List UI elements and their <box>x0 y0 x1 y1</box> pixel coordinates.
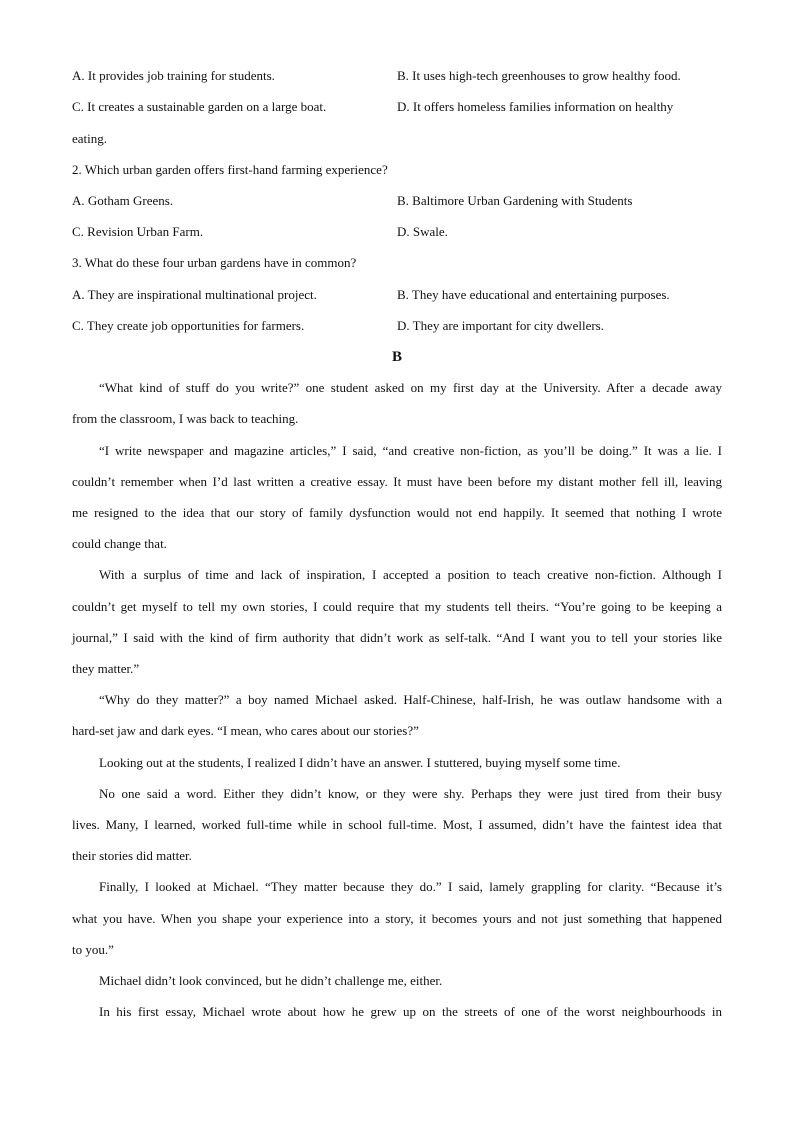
passage-line: hard-set jaw and dark eyes. “I mean, who cares about our stories?” <box>72 723 419 738</box>
q3-option-c: C. They create job opportunities for farmers. <box>72 318 305 333</box>
section-heading: B <box>391 349 402 365</box>
passage-line: from the classroom, I was back to teaching. <box>72 411 299 426</box>
q2-option-d: D. Swale. <box>397 224 448 239</box>
passage-line: couldn’t get myself to tell my own stories, I could require that my students tell theirs. “You’re going to be keeping a <box>72 599 722 614</box>
passage-line: No one said a word. Either they didn’t know, or they were shy. Perhaps they were just tired from their busy <box>99 786 722 801</box>
passage-line: couldn’t remember when I’d last written a creative essay. It must have been before my distant mother fell ill, leaving <box>72 474 722 489</box>
q2-option-b: B. Baltimore Urban Gardening with Students <box>397 193 633 208</box>
q1-option-d-continued: eating. <box>72 131 108 146</box>
q1-option-a: A. It provides job training for students. <box>72 68 275 83</box>
passage-line: “What kind of stuff do you write?” one student asked on my first day at the University. After a decade away <box>99 380 722 395</box>
passage-line: could change that. <box>72 536 167 551</box>
passage-line: “Why do they matter?” a boy named Michael asked. Half-Chinese, half-Irish, he was outlaw handsome with a <box>99 692 722 707</box>
passage-line: With a surplus of time and lack of inspiration, I accepted a position to teach creative non-fiction. Although I <box>99 567 722 582</box>
q2-option-a: A. Gotham Greens. <box>72 193 174 208</box>
q3-question: 3. What do these four urban gardens have in common? <box>72 255 357 270</box>
q2-question: 2. Which urban garden offers first-hand farming experience? <box>72 162 388 177</box>
passage-line: journal,” I said with the kind of firm authority that didn’t work as self-talk. “And I want you to tell your stories like <box>72 630 722 645</box>
q1-option-c: C. It creates a sustainable garden on a large boat. <box>72 99 327 114</box>
passage-line: Looking out at the students, I realized I didn’t have an answer. I stuttered, buying myself some time. <box>99 755 621 770</box>
q1-option-b: B. It uses high-tech greenhouses to grow healthy food. <box>397 68 681 83</box>
passage-line: me resigned to the idea that our story of family dysfunction would not end happily. It seemed that nothing I wrote <box>72 505 722 520</box>
passage-line: Michael didn’t look convinced, but he didn’t challenge me, either. <box>99 973 443 988</box>
passage-line: to you.” <box>72 942 114 957</box>
q1-option-d: D. It offers homeless families information on healthy <box>397 99 674 114</box>
q3-option-a: A. They are inspirational multinational project. <box>72 287 317 302</box>
passage-line: their stories did matter. <box>72 848 192 863</box>
q3-option-d: D. They are important for city dwellers. <box>397 318 604 333</box>
passage-line: “I write newspaper and magazine articles,” I said, “and creative non-fiction, as you’ll be doing.” It was a lie. I <box>99 443 722 458</box>
q2-option-c: C. Revision Urban Farm. <box>72 224 204 239</box>
passage-line: lives. Many, I learned, worked full-time while in school full-time. Most, I assumed, didn’t have the faintest idea that <box>72 817 722 832</box>
q3-option-b: B. They have educational and entertaining purposes. <box>397 287 670 302</box>
passage-line: what you have. When you shape your experience into a story, it becomes yours and not just something that happened <box>72 911 722 926</box>
passage-line: In his first essay, Michael wrote about how he grew up on the streets of one of the worst neighbourhoods in <box>99 1004 722 1019</box>
passage-line: Finally, I looked at Michael. “They matter because they do.” I said, lamely grappling for clarity. “Because it’s <box>99 879 722 894</box>
passage-line: they matter.” <box>72 661 140 676</box>
